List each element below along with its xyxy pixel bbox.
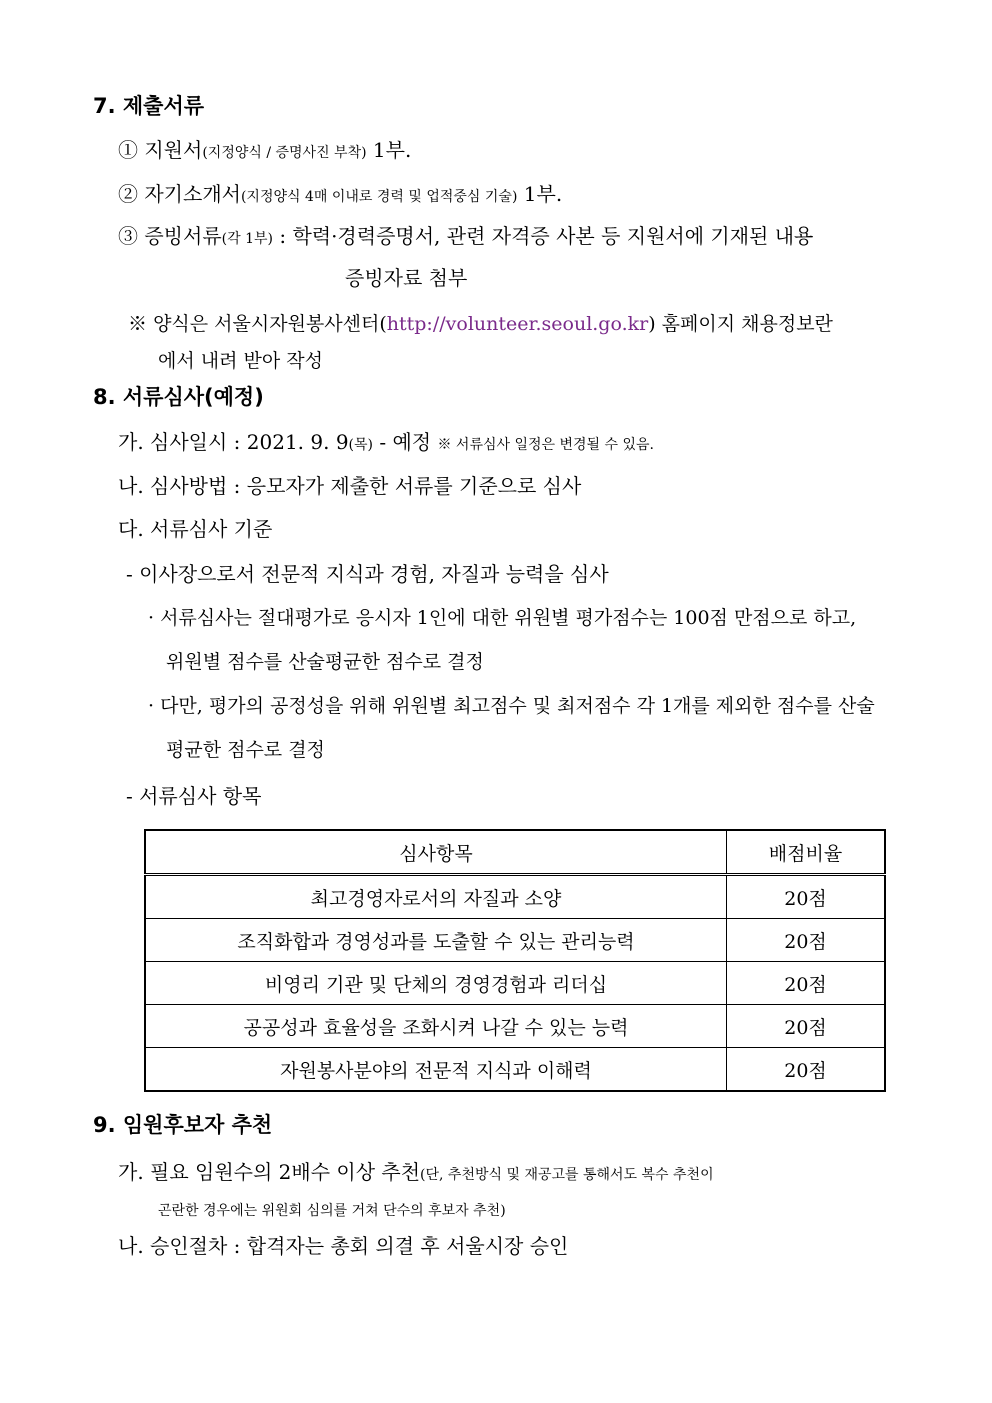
- criteria-dash-1: - 이사장으로서 전문적 지식과 경험, 자질과 능력을 심사: [126, 562, 609, 586]
- criteria-bullet-2: · 다만, 평가의 공정성을 위해 위원별 최고점수 및 최저점수 각 1개를 제외한 점수를 산술: [148, 695, 875, 717]
- row-item: 비영리 기관 및 단체의 경영경험과 리더십: [145, 962, 727, 1005]
- recommend-count-note: (단, 추천방식 및 재공고를 통해서도 복수 추천이: [420, 1167, 714, 1183]
- criteria-bullet-1: · 서류심사는 절대평가로 응시자 1인에 대한 위원별 평가점수는 100점 만점으로 하고,: [148, 607, 857, 629]
- row-item: 최고경영자로서의 자질과 소양: [145, 875, 727, 919]
- row-item: 조직화합과 경영성과를 도출할 수 있는 관리능력: [145, 919, 727, 962]
- item-1-name: 지원서: [144, 138, 203, 162]
- review-method: 나. 심사방법 : 응모자가 제출한 서류를 기준으로 심사: [118, 474, 582, 498]
- table-header-row: [145, 830, 885, 875]
- item-3-number: ③: [118, 224, 138, 248]
- doc-item-3: [118, 222, 813, 253]
- table-row: [145, 919, 885, 962]
- item-1-note: (지정양식 / 증명사진 부착): [202, 145, 367, 161]
- review-date-suffix: - 예정: [373, 430, 438, 454]
- row-score: 20점: [727, 919, 886, 962]
- table-row: [145, 1005, 885, 1048]
- doc-item-1: [118, 136, 411, 167]
- row-score: 20점: [727, 962, 886, 1005]
- item-2-number: ②: [118, 182, 138, 206]
- notice-pre: 양식은 서울시자원봉사센터(: [153, 313, 387, 335]
- review-date: [118, 428, 654, 459]
- review-date-day: (목): [348, 437, 373, 453]
- table-row: [145, 875, 885, 919]
- item-2-name: 자기소개서: [144, 182, 241, 206]
- row-item: 공공성과 효율성을 조화시켜 나갈 수 있는 능력: [145, 1005, 727, 1048]
- row-score: 20점: [727, 1005, 886, 1048]
- row-score: 20점: [727, 1048, 886, 1092]
- item-3-name: 증빙서류: [144, 224, 222, 248]
- recommend-count: [118, 1158, 714, 1189]
- row-item: 자원봉사분야의 전문적 지식과 이해력: [145, 1048, 727, 1092]
- row-score: 20점: [727, 875, 886, 919]
- form-notice: [128, 310, 833, 338]
- header-score: 배점비율: [727, 830, 886, 875]
- item-1-number: ①: [118, 138, 138, 162]
- item-3-desc-continued: 증빙자료 첨부: [345, 266, 468, 290]
- doc-item-2: [118, 180, 562, 211]
- form-notice-continued: 에서 내려 받아 작성: [158, 350, 323, 372]
- review-date-note: ※ 서류심사 일정은 변경될 수 있음.: [437, 437, 654, 453]
- approval-procedure: 나. 승인절차 : 합격자는 총회 의결 후 서울시장 승인: [118, 1234, 569, 1258]
- notice-mark: ※: [128, 313, 148, 335]
- review-criteria-heading: 다. 서류심사 기준: [118, 517, 273, 541]
- criteria-dash-2: - 서류심사 항목: [126, 784, 262, 808]
- header-item: 심사항목: [145, 830, 727, 875]
- table-row: [145, 962, 885, 1005]
- criteria-bullet-2-continued: 평균한 점수로 결정: [166, 739, 325, 761]
- notice-post: ) 홈페이지 채용정보란: [648, 313, 833, 335]
- criteria-bullet-1-continued: 위원별 점수를 산술평균한 점수로 결정: [166, 651, 484, 673]
- item-2-note: (지정양식 4매 이내로 경력 및 업적중심 기술): [240, 189, 518, 205]
- item-3-note: (각 1부): [221, 231, 273, 247]
- section-9-title: 9. 임원후보자 추천: [93, 1113, 273, 1137]
- recommend-count-note-continued: 곤란한 경우에는 위원회 심의를 거쳐 단수의 후보자 추천): [158, 1203, 506, 1219]
- review-items-table: [144, 829, 886, 1092]
- item-1-count: 1부.: [372, 138, 412, 162]
- section-7-title: 7. 제출서류: [93, 94, 205, 118]
- recommend-count-main: 가. 필요 임원수의 2배수 이상 추천: [118, 1160, 421, 1184]
- item-2-count: 1부.: [523, 182, 563, 206]
- section-8-title: 8. 서류심사(예정): [93, 385, 264, 409]
- table-row: [145, 1048, 885, 1092]
- review-date-label: 가. 심사일시 : 2021. 9. 9: [118, 430, 349, 454]
- volunteer-site-link[interactable]: http://volunteer.seoul.go.kr: [386, 313, 649, 335]
- item-3-desc: : 학력·경력증명서, 관련 자격증 사본 등 지원서에 기재된 내용: [279, 224, 814, 248]
